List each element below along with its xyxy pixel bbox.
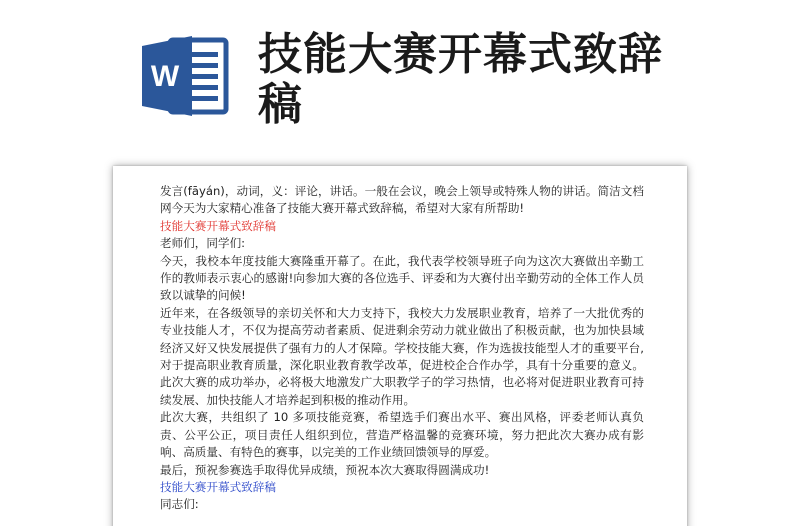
paragraph-greeting: 老师们，同学们:: [160, 236, 246, 251]
document-body: [160, 183, 644, 514]
paragraph-heading-blue: 技能大赛开幕式致辞稿: [160, 479, 276, 494]
paragraph-competition: 此次大赛，共组织了 10 多项技能竞赛，希望选手们赛出水平、赛出风格，评委老师认真负责、公平公正，项目责任人组织到位，营造严格温馨的竞赛环境，努力把此次大赛办成有影响、高质量、有特色的赛事，以完美的工作业绩回馈领导的厚爱。: [160, 410, 644, 460]
paragraph-heading-red: 技能大赛开幕式致辞稿: [160, 218, 276, 233]
paragraph-background: 近年来，在各级领导的亲切关怀和大力支持下，我校大力发展职业教育，培养了一大批优秀的专业技能人才，不仅为提高劳动者素质、促进剩余劳动力就业做出了积极贡献，也为加快县域经济又好又快发展提供了强有力的人才保障。学校技能大赛，作为选拔技能型人才的重要平台,对于提高职业教育质量，深化职业教育教学改革，促进校企合作办学，具有十分重要的意义。此次大赛的成功举办，必将极大地激发广大职教学子的学习热情，也必将对促进职业教育可持续发展、加快技能人才培养起到积极的推动作用。: [160, 305, 644, 407]
word-icon-letter: W: [150, 60, 180, 93]
paragraph-greeting-2: 同志们:: [160, 497, 199, 512]
document-sheet: [113, 166, 687, 526]
paragraph-intro: 发言(fāyán)，动词，义：评论，讲话。一般在会议，晚会上领导或特殊人物的讲话。简洁文档网今天为大家精心准备了技能大赛开幕式致辞稿，希望对大家有所帮助!: [160, 184, 644, 216]
page-title: 技能大赛开幕式致辞稿: [258, 29, 663, 130]
paragraph-closing: 最后，预祝参赛选手取得优异成绩，预祝本次大赛取得圆满成功!: [160, 462, 490, 477]
word-doc-icon: [140, 34, 230, 118]
paragraph-opening: 今天，我校本年度技能大赛隆重开幕了。在此，我代表学校领导班子向为这次大赛做出辛勤工作的教师表示衷心的感谢!向参加大赛的各位选手、评委和为大赛付出辛勤劳动的全体工作人员致以诚挚的问候!: [160, 253, 644, 303]
